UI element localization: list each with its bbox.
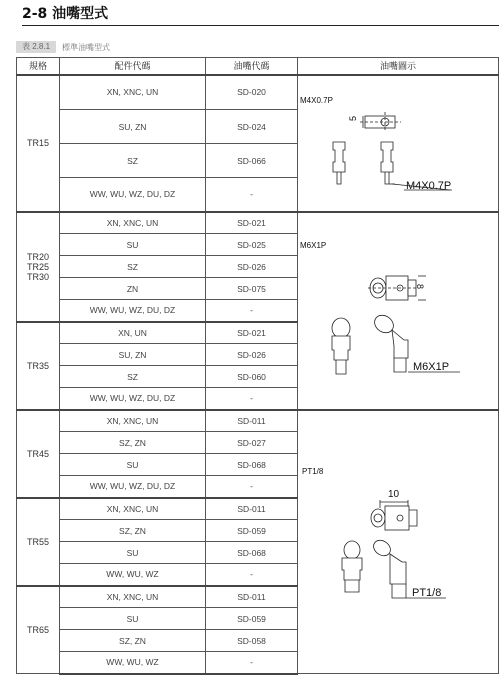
fitting-cell: XN, XNC, UN [60,410,206,432]
m6-spec-label: M6X1P [300,241,327,250]
fitting-cell: SZ [60,144,206,178]
fitting-cell: SZ [60,366,206,388]
spec-line: TR30 [26,271,49,282]
m6-nipple-drawing [332,276,460,374]
nipple-cell: SD-075 [206,278,298,300]
nipple-cell: SD-059 [206,608,298,630]
nipple-cell: SD-020 [206,75,298,110]
fitting-cell: XN, XNC, UN [60,212,206,234]
nipple-cell: SD-025 [206,234,298,256]
m4-dimension: 5 [348,115,358,121]
header-nipple-code: 油嘴代碼 [206,58,298,75]
nipple-cell: SD-011 [206,410,298,432]
spec-cell: TR55 [17,498,60,586]
fitting-cell: SU [60,234,206,256]
header-spec: 規格 [17,58,60,75]
fitting-cell: SU, ZN [60,344,206,366]
fitting-cell: XN, XNC, UN [60,498,206,520]
nipple-cell: SD-026 [206,256,298,278]
fitting-cell: WW, WU, WZ, DU, DZ [60,476,206,498]
pt-spec-label: PT1/8 [302,467,324,476]
spec-line: TR20 [26,251,49,262]
nipple-cell: SD-059 [206,520,298,542]
fitting-cell: WW, WU, WZ, DU, DZ [60,178,206,212]
table-caption-text: 標準油嘴型式 [62,42,111,52]
m6-thread-label: M6X1P [413,361,450,373]
fitting-cell: SU [60,542,206,564]
nipple-cell: SD-066 [206,144,298,178]
fitting-cell: WW, WU, WZ [60,564,206,586]
fitting-cell: SZ, ZN [60,432,206,454]
nipple-cell: SD-021 [206,212,298,234]
fitting-cell: XN, XNC, UN [60,586,206,608]
fitting-cell: XN, XNC, UN [60,75,206,110]
nipple-cell: SD-021 [206,322,298,344]
nipple-cell: SD-011 [206,498,298,520]
nipple-cell: - [206,388,298,410]
nipple-cell: - [206,178,298,212]
nipple-cell: SD-024 [206,110,298,144]
nipple-cell: SD-011 [206,586,298,608]
header-nipple-drawing: 油嘴圖示 [298,58,499,75]
fitting-cell: SZ, ZN [60,630,206,652]
fitting-cell: XN, UN [60,322,206,344]
nipple-cell: SD-027 [206,432,298,454]
spec-cell: TR65 [17,586,60,674]
m6-dimension: 8 [415,284,425,290]
nipple-cell: - [206,300,298,322]
fitting-cell: SZ [60,256,206,278]
m4-spec-label: M4X0.7P [300,96,333,105]
spec-line: TR25 [26,261,49,272]
nipple-cell: SD-026 [206,344,298,366]
nipple-cell: SD-060 [206,366,298,388]
fitting-cell: WW, WU, WZ, DU, DZ [60,388,206,410]
spec-cell: TR15 [17,75,60,212]
pt-thread-label: PT1/8 [412,587,442,599]
fitting-cell: SU [60,608,206,630]
m4-thread-label: M4X0.7P [406,180,452,192]
fitting-cell: ZN [60,278,206,300]
nipple-cell: SD-068 [206,454,298,476]
header-fitting-code: 配件代碼 [60,58,206,75]
fitting-cell: SU, ZN [60,110,206,144]
spec-cell: TR35 [17,322,60,410]
nipple-cell: SD-068 [206,542,298,564]
nipple-cell: - [206,564,298,586]
pt-nipple-drawing [342,500,446,598]
spec-cell: TR45 [17,410,60,498]
fitting-cell: WW, WU, WZ [60,652,206,674]
pt-dimension: 10 [388,489,400,500]
table-number: 表 2.8.1 [16,41,56,53]
nipple-cell: SD-058 [206,630,298,652]
fitting-cell: SZ, ZN [60,520,206,542]
fitting-cell: WW, WU, WZ, DU, DZ [60,300,206,322]
m4-nipple-drawing [333,112,452,190]
nipple-cell: - [206,652,298,674]
nipple-cell: - [206,476,298,498]
page-title: 2-8 油嘴型式 [22,6,109,22]
fitting-cell: SU [60,454,206,476]
